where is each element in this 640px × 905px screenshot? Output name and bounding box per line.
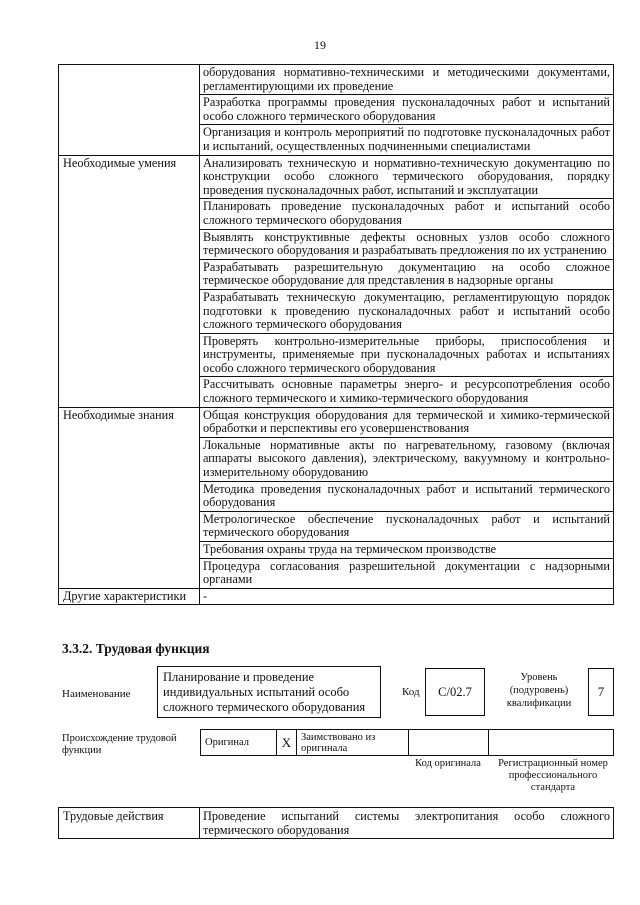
row-item: Анализировать техническую и нормативно-техническую документацию по конструкции особо сложного термического оборудования, порядку проведения пусконаладочных работ, испытаний и эксплуатации: [200, 155, 614, 199]
row-item: Разработка программы проведения пусконаладочных работ и испытаний особо сложного термического оборудования: [200, 95, 614, 125]
section-title: 3.3.2. Трудовая функция: [62, 641, 210, 656]
name-label: Наименование: [62, 688, 131, 700]
row-item: Разрабатывать техническую документацию, регламентирующую порядок подготовки к проведению пусконаладочных работ и испытаний особо сложного термического оборудования: [200, 289, 614, 333]
row-item: Локальные нормативные акты по нагревательному, газовому (включая аппараты высокого давления), электрическому, вакуумному и контрольно-измерительному оборудованию: [200, 437, 614, 481]
row-item: Методика проведения пусконаладочных работ и испытаний термического оборудования: [200, 481, 614, 511]
row-label: Другие характеристики: [59, 588, 200, 605]
origin-label: Происхождение трудовой функции: [62, 733, 177, 756]
row-item: Выявлять конструктивные дефекты основных узлов особо сложного термического оборудования и разрабатывать предложения по их устранению: [200, 229, 614, 259]
reg-number-caption: Регистрационный номер профессионального стандарта: [498, 758, 608, 793]
code-label: Код: [402, 686, 420, 698]
row-label: Необходимые знания: [59, 407, 200, 588]
table-row: [59, 65, 614, 95]
actions-label: Трудовые действия: [59, 808, 200, 839]
table-row: [59, 407, 614, 437]
original-code-cell: [409, 730, 489, 756]
row-item: Организация и контроль мероприятий по подготовке пусконаладочных работ и испытаний, осуществленных подчиненными специалистами: [200, 125, 614, 155]
row-item: Разрабатывать разрешительную документацию на особо сложное термическое оборудование для представления в надзорные органы: [200, 259, 614, 289]
level-value-box: 7: [588, 668, 614, 716]
reg-number-cell: [489, 730, 614, 756]
row-item: Метрологическое обеспечение пусконаладочных работ и испытаний термического оборудования: [200, 511, 614, 541]
origin-table: [200, 729, 614, 756]
level-label: Уровень (подуровень) квалификации: [506, 672, 572, 709]
row-item: Рассчитывать основные параметры энерго- и ресурсопотребления особо сложного термического и химико-термического оборудования: [200, 377, 614, 407]
table-row: [59, 588, 614, 605]
borrowed-cell: Заимствовано из оригинала: [297, 730, 409, 756]
row-item: Общая конструкция оборудования для термической и химико-термической обработки и перспективы его усовершенствования: [200, 407, 614, 437]
competency-table: [58, 64, 614, 605]
original-mark: X: [277, 730, 297, 756]
row-item: оборудования нормативно-техническими и методическими документами, регламентирующими их проведение: [200, 65, 614, 95]
action-item: Проведение испытаний системы электропитания особо сложного термического оборудования: [200, 808, 614, 839]
table-row: [59, 155, 614, 199]
row-item: Требования охраны труда на термическом производстве: [200, 542, 614, 559]
row-label: [59, 65, 200, 156]
actions-table: [58, 807, 614, 839]
row-item: Планировать проведение пусконаладочных работ и испытаний особо сложного термического оборудования: [200, 199, 614, 229]
code-value-box: C/02.7: [425, 668, 485, 716]
page-number: 19: [314, 38, 326, 52]
row-item: Процедура согласования разрешительной документации с надзорными органами: [200, 558, 614, 588]
original-cell: Оригинал: [201, 730, 277, 756]
function-name-box: Планирование и проведение индивидуальных испытаний особо сложного термического оборудования: [157, 666, 381, 718]
row-label: Необходимые умения: [59, 155, 200, 407]
row-item: Проверять контрольно-измерительные приборы, приспособления и инструменты, применяемые при пусконаладочных работах и испытаниях особо сложного термического оборудования: [200, 333, 614, 377]
row-item: -: [200, 588, 614, 605]
code-original-caption: Код оригинала: [415, 758, 481, 769]
